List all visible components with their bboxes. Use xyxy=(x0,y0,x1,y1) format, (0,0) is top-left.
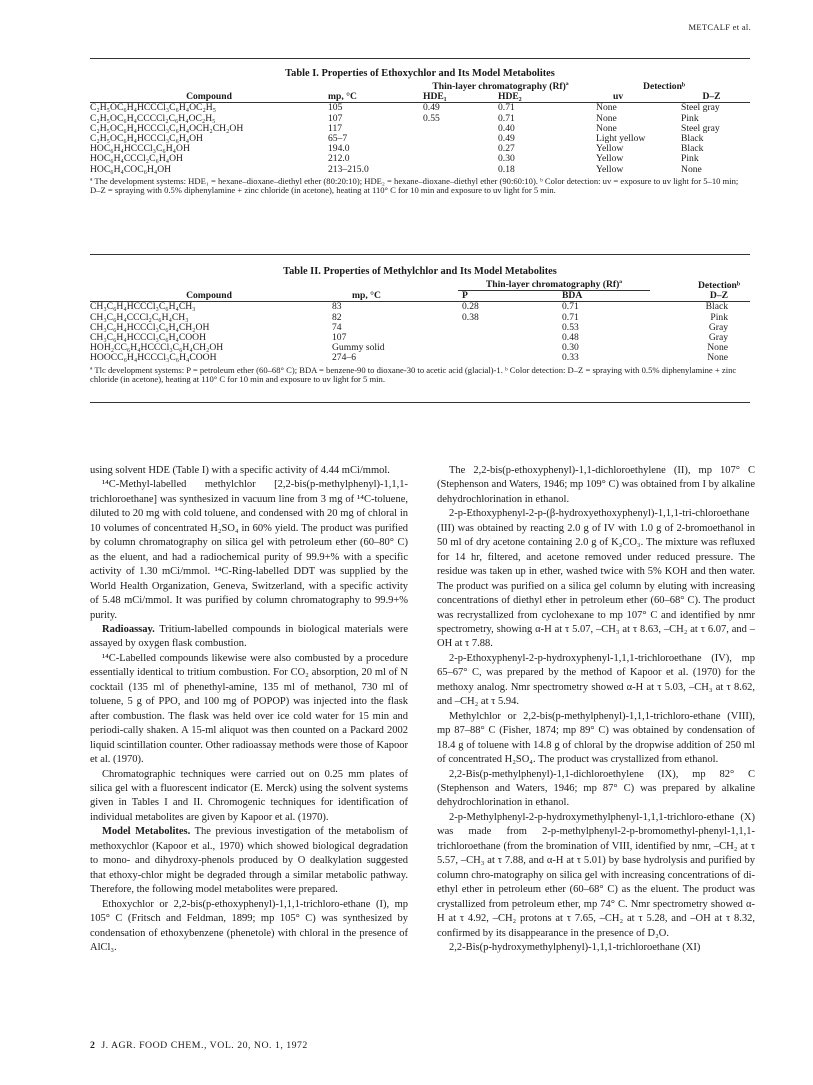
table-1-cell: 212.0 xyxy=(328,153,350,165)
paragraph-text: Tritium-labelled compounds in biological materials were assayed by oxygen flask combustion. xyxy=(90,623,408,650)
table-2-cell xyxy=(458,323,538,333)
table-2-col-bda: BDA xyxy=(538,291,650,302)
table-1-cell: Steel gray xyxy=(681,122,720,134)
table-1-col-compound: Compound xyxy=(90,92,328,103)
paragraph-text: 2-p-Ethoxyphenyl-2-p-hydroxyphenyl-1,1,1-trichloroethane (IV), mp 65–67° C, was prepared by the method of Kapoor et al. (1970) for the methoxy analog. Nmr spectrometry showed α-H at τ 5.03, –CH₃ at τ 8.62, and –CH₂ at τ 5.94. xyxy=(437,652,755,708)
table-1-cell: 65–7 xyxy=(328,133,348,145)
table-2-cell: CH₃C₆H₄HCCCl₃C₆H₄CH₂OH xyxy=(90,321,210,333)
table-2-cell: CH₃C₆H₄HCCCl₃C₆H₄CH₃ xyxy=(90,301,196,313)
table-2-row xyxy=(90,302,750,313)
table-1-grid xyxy=(90,82,750,175)
table-1-cell xyxy=(423,144,488,154)
left-paragraph xyxy=(90,825,408,897)
right-paragraph xyxy=(437,811,755,941)
paragraph-text: The previous investigation of the metabolism of methoxychlor (Kapoor et al., 1970) which showed biological degradation to mono- and dihydroxy-phenols produced by O dealkylation suggested that ethoxy-chlor might be degraded through a similar metabolic pathway. Therefore, the following model metabolites were prepared. xyxy=(90,826,408,896)
left-paragraph xyxy=(90,652,408,768)
table-2-cell: 107 xyxy=(332,332,347,344)
table-2-col-mp: mp, °C xyxy=(328,291,458,302)
table-1-cell: 107 xyxy=(328,112,343,124)
table-2-cell: 83 xyxy=(332,301,342,313)
left-paragraph xyxy=(90,768,408,826)
table-1-cell: Black xyxy=(681,133,704,145)
running-head: METCALF et al. xyxy=(688,22,751,32)
table-2 xyxy=(90,266,750,384)
table-1-cell: None xyxy=(681,163,702,175)
table-2-cell: 0.53 xyxy=(562,321,579,333)
section-run-in-heading: Radioassay. xyxy=(102,623,155,635)
table-1-row xyxy=(90,144,750,154)
table-1-body xyxy=(90,103,750,175)
table-1-cell: Steel gray xyxy=(681,102,720,114)
table-1-row xyxy=(90,165,750,175)
paragraph-text: 2-p-Methylphenyl-2-p-hydroxymethylphenyl-1,1,1-trichloro-ethane (X) was made from 2-p-methylphenyl-2-p-bromomethyl-phenyl-1,1,1-trichloroethane (from the bromination of VIII, identified by nmr, –CH₂ at τ 5.57, –CH₃ at τ 7.88, and α-H at τ 5.01) by base hydrolysis and purified by column chro-matography on silica gel with increasing concentrations of di-ethyl ether in petroleum ether (60–68° C) as the eluent. The product was crystallized from petroleum ether, mp 74° C. Nmr spectrometry showed α-H at τ 4.92, –CH₂ protons at τ 7.65, –CH₂ at τ 5.28, and –OH at τ 8.32, confirmed by its disappearance in the presence of D₂O. xyxy=(437,811,755,939)
left-paragraph xyxy=(90,623,408,652)
table-1-cell xyxy=(423,165,488,175)
journal-footer xyxy=(90,1040,308,1051)
paragraph-text: Ethoxychlor or 2,2-bis(p-ethoxyphenyl)-1,1,1-trichloro-ethane (I), mp 105° C (Fritsch and Feldman, 1899; mp 105° C) was synthesized by condensation of ethoxybenzene (phenetole) with chloral in the presence of AlCl₃. xyxy=(90,898,408,953)
table-2-grid xyxy=(90,280,750,364)
table-1-cell: 0.71 xyxy=(498,112,515,124)
table-1-cell: HOC₆H₄HCCCl₃C₆H₄OH xyxy=(90,143,190,155)
middle-rule xyxy=(90,254,750,255)
table-1-cell: 0.71 xyxy=(498,102,515,114)
table-1-cell: HOC₆H₄CCCl₂C₆H₄OH xyxy=(90,153,183,165)
paragraph-text: using solvent HDE (Table I) with a specific activity of 4.44 mCi/mmol. xyxy=(90,465,390,476)
table-1-tlc-header: Thin-layer chromatography (Rf)ª xyxy=(432,81,569,93)
table-2-cell: Black xyxy=(705,301,729,313)
body-right-column xyxy=(437,464,755,955)
table-2-cell: 0.71 xyxy=(562,301,579,313)
table-1-cell: 0.49 xyxy=(423,102,440,114)
table-1-cell xyxy=(423,124,488,134)
right-paragraph xyxy=(437,507,755,652)
body-left-column xyxy=(90,464,408,955)
table-2-body xyxy=(90,302,750,364)
table-1-detection-header: Detectionᵇ xyxy=(643,81,686,92)
table-1-cell: Pink xyxy=(681,112,699,124)
right-paragraph xyxy=(437,652,755,710)
table-1-cell: C₂H₅OC₆H₄HCCCl₃C₆H₄OH xyxy=(90,133,203,145)
paragraph-text: Chromatographic techniques were carried out on 0.25 mm plates of silica gel with a fluorescent indicator (E. Merck) using the solvent systems given in Tables I and II. Chromogenic techniques for identification of individual metabolites are given by Kapoor et al. (1970). xyxy=(90,768,408,823)
paragraph-text: 2,2-Bis(p-methylphenyl)-1,1-dichloroethylene (IX), mp 82° C (Stephenson and Waters, 1946; mp 87° C) was prepared by alkaline dehydrochlorination in ethanol. xyxy=(437,768,755,809)
paragraph-text: ¹⁴C-Labelled compounds likewise were also combusted by a procedure essentially identical to tritium combustion. For CO₂ absorption, 20 ml of N cocktail (135 ml of phenethyl-amine, 135 ml of methanol, 730 ml of toluene, 5 g of PPO, and 100 mg of POPOP) was injected into the flask after combustion. The flask was held over ice cold water for 15 min and periodi-cally shaken. A 15-ml aliquot was then counted on a Packard 2002 liquid scintillation counter. Other radioassay methods were those of Kapoor et al. (1970). xyxy=(90,652,408,766)
table-1-cell: 0.49 xyxy=(498,133,515,145)
section-run-in-heading: Model Metabolites. xyxy=(102,826,191,838)
table-2-cell xyxy=(458,333,538,343)
right-paragraph xyxy=(437,710,755,768)
table-1-cell: 194.0 xyxy=(328,143,350,155)
table-1-row xyxy=(90,154,750,164)
table-1 xyxy=(90,68,750,196)
table-2-cell: Pink xyxy=(710,311,729,323)
table-2-cell: None xyxy=(707,352,729,364)
table-1-cell: Yellow xyxy=(596,143,624,155)
table-1-cell: C₂H₅OC₆H₄HCCCl₃C₆H₄OC₂H₅ xyxy=(90,102,217,114)
table-2-cell xyxy=(458,343,538,353)
table-2-cell: 0.28 xyxy=(462,301,479,313)
table-1-cell: C₂H₅OC₆H₄HCCCl₃C₆H₄OCH₂CH₂OH xyxy=(90,122,244,134)
table-1-cell: None xyxy=(596,122,617,134)
table-2-col-compound: Compound xyxy=(90,291,328,302)
table-1-row xyxy=(90,103,750,114)
table-1-cell: None xyxy=(596,102,617,114)
table-1-cell: 213–215.0 xyxy=(328,163,369,175)
table-1-cell: 0.40 xyxy=(498,122,515,134)
table-2-footnote: ª Tlc development systems: P = petroleum ether (60–68° C); BDA = benzene-90 to dioxane-30 to acetic acid (glacial)-1. ᵇ Color detection: D–Z = spraying with 0.5% diphenylamine + zinc chloride (in acetone), heating at 110° C for 10 min and exposure to uv light for 5 min. xyxy=(90,364,737,385)
table-1-cell xyxy=(423,154,488,164)
table-2-cell: Gummy solid xyxy=(332,342,385,354)
table-1-footnote: ª The development systems: HDE₁ = hexane–dioxane–diethyl ether (80:20:10); HDE₂ = hexane–dioxane–diethyl ether (90:60:10). ᵇ Color detection: uv = exposure to uv light for 5–10 min; D–Z = spraying with 0.5% diphenylamine + zinc chloride (in acetone), heating at 110° C for 10 min and exposure to uv light for 5 min. xyxy=(90,175,739,196)
left-paragraph xyxy=(90,464,408,478)
table-1-cell: HOC₆H₄COC₆H₄OH xyxy=(90,163,172,175)
table-2-detection-header: Detectionᵇ xyxy=(698,279,741,291)
paragraph-text: 2,2-Bis(p-hydroxymethylphenyl)-1,1,1-trichloroethane (XI) xyxy=(449,941,701,953)
table-1-cell: C₂H₅OC₆H₄CCCCl₂C₆H₄OC₂H₅ xyxy=(90,112,216,124)
paragraph-text: ¹⁴C-Methyl-labelled methylchlor [2,2-bis(p-methylphenyl)-1,1,1-trichloroethane] was synthesized in vacuum line from 3 mg of ¹⁴C-toluene, diluted to 20 mg with cold toluene, and condensed with 20 mg of chloral in 10 volumes of concentrated H₂SO₄ in 60% yield. The product was purified by column chromatography on silica gel with petroleum ether (60–80° C) as the eluent, and had a radiochemical purity of 99.9+% with a specific activity of 1.30 mCi/mmol. ¹⁴C-Ring-labelled DDT was supplied by the World Health Organization, Geneva, Switzerland, with a specific activity of 5.48 mCi/mmol. It was purified by column chromatography to 99.9+% purity. xyxy=(90,479,408,621)
table-2-cell: Gray xyxy=(708,332,729,344)
table-2-cell: 0.33 xyxy=(562,352,579,364)
table-2-cell: HOH₂CC₆H₄HCCCl₃C₆H₄CH₂OH xyxy=(90,342,224,354)
paragraph-text: Methylchlor or 2,2-bis(p-methylphenyl)-1,1,1-trichloro-ethane (VIII), mp 87–88° C (Fisher, 1874; mp 89° C) was obtained by condensation of 18.4 g of toluene with 14.8 g of chloral by the dropwise addition of 250 ml of concentrated H₂SO₄. The product was crystallized from ethanol. xyxy=(437,710,755,766)
table-1-cell: Yellow xyxy=(596,153,624,165)
table-1-col-hde2: HDE₂ xyxy=(488,92,578,103)
table-1-cell: 0.30 xyxy=(498,153,515,165)
table-2-cell: 0.38 xyxy=(462,311,479,323)
journal-citation: J. AGR. FOOD CHEM., VOL. 20, NO. 1, 1972 xyxy=(101,1040,308,1051)
table-2-cell: HOOCC₆H₄HCCCl₃C₆H₄COOH xyxy=(90,352,217,364)
table-1-cell: 0.55 xyxy=(423,112,440,124)
table-2-cell: 0.48 xyxy=(562,332,579,344)
table-1-col-hde1: HDE₁ xyxy=(423,92,488,103)
table-2-row xyxy=(90,353,750,363)
paragraph-text: The 2,2-bis(p-ethoxyphenyl)-1,1-dichloroethylene (II), mp 107° C (Stephenson and Waters, 1946; mp 109° C) was obtained from I by alkaline dehydrochlorination in ethanol. xyxy=(437,465,755,505)
table-2-col-dz: D–Z xyxy=(650,291,750,302)
table-2-cell: 82 xyxy=(332,311,342,323)
table-2-col-p: P xyxy=(458,291,538,302)
table-1-col-dz: D–Z xyxy=(673,92,750,103)
table-2-cell: CH₃C₆H₄CCCl₂C₆H₄CH₃ xyxy=(90,311,189,323)
left-paragraph xyxy=(90,898,408,956)
page-number: 2 xyxy=(90,1040,96,1051)
table-1-cell: Pink xyxy=(681,153,699,165)
table-1-title: Table I. Properties of Ethoxychlor and Its Model Metabolites xyxy=(285,68,555,79)
table-2-cell: None xyxy=(707,342,729,354)
table-2-cell: 0.30 xyxy=(562,342,579,354)
table-2-cell xyxy=(458,353,538,363)
table-1-cell: 0.27 xyxy=(498,143,515,155)
table-2-cell: CH₃C₆H₄HCCCl₃C₆H₄COOH xyxy=(90,332,207,344)
left-paragraph xyxy=(90,478,408,623)
top-rule xyxy=(90,58,750,59)
table-1-cell: 105 xyxy=(328,102,343,114)
table-2-cell: 274–6 xyxy=(332,352,356,364)
table-1-cell: Black xyxy=(681,143,704,155)
table-1-cell: Yellow xyxy=(596,163,624,175)
table-1-cell: 0.18 xyxy=(498,163,515,175)
right-paragraph xyxy=(437,941,755,955)
table-2-title: Table II. Properties of Methylchlor and Its Model Metabolites xyxy=(283,266,557,277)
table-2-cell: Gray xyxy=(708,321,729,333)
table-1-cell: 117 xyxy=(328,122,343,134)
table-1-col-uv: uv xyxy=(578,92,673,103)
table-1-cell xyxy=(423,134,488,144)
table-2-cell: 0.71 xyxy=(562,311,579,323)
right-paragraph xyxy=(437,768,755,811)
paragraph-text: 2-p-Ethoxyphenyl-2-p-(β-hydroxyethoxyphenyl)-1,1,1-tri-chloroethane (III) was obtained by reacting 2.0 g of IV with 1.0 g of 2-bromoethanol in 50 ml of dry acetone containing 2.0 g of K₂CO₃. The mixture was refluxed for 14 hr, filtered, and acetone removed under reduced pressure. The residue was taken up in ether, washed twice with 5% KOH and then water. The product was purified on a silica gel column by eluting with increasing concentrations of diethyl ether in petroleum ether (60–68° C). The product was recrystallized from cyclohexane to mp 107° C and identified by nmr spectrometry, showing α-H at τ 5.07, –CH₃ at τ 8.63, –CH₂ at τ 6.07, and –OH at τ 7.88. xyxy=(437,508,755,650)
table-2-tlc-header: Thin-layer chromatography (Rf)ª xyxy=(458,280,650,291)
table-1-cell: Light yellow xyxy=(596,133,646,145)
table-1-cell: None xyxy=(596,112,617,124)
table-1-col-mp: mp, °C xyxy=(328,92,423,103)
table-2-cell: 74 xyxy=(332,321,342,333)
right-paragraph xyxy=(437,464,755,507)
lower-rule xyxy=(90,402,750,403)
